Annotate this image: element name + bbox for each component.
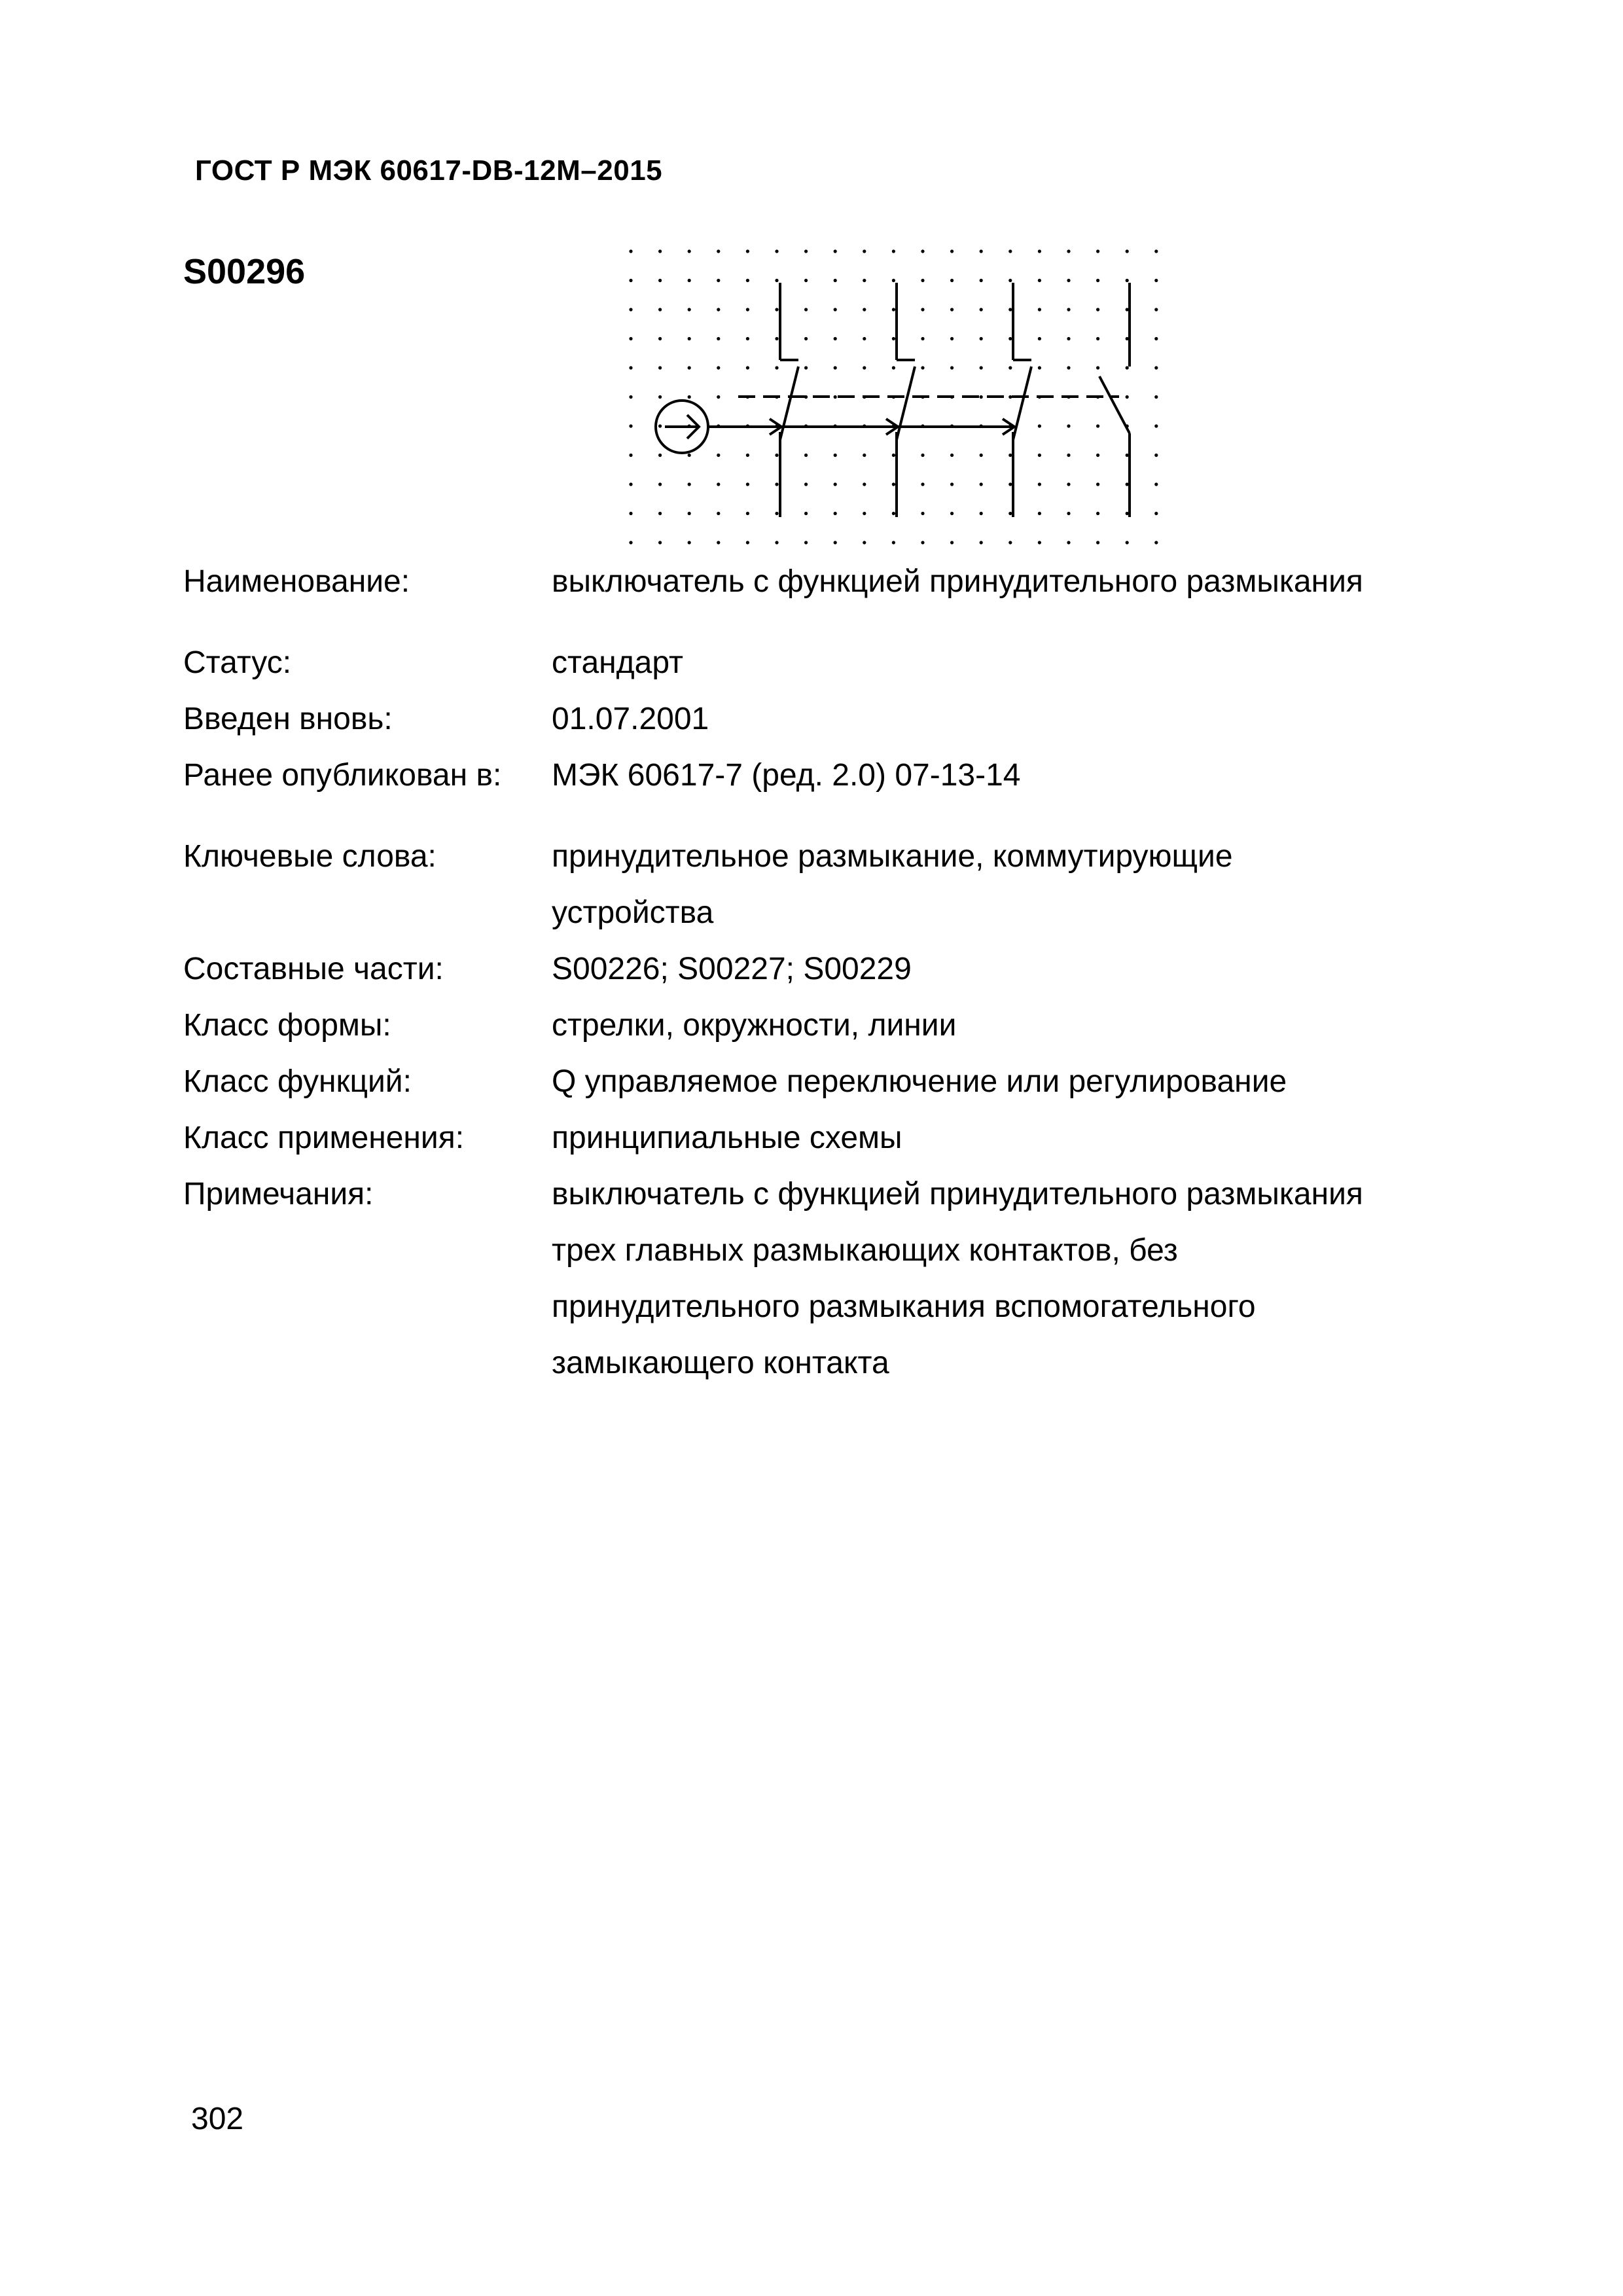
grid-dot: [863, 512, 866, 515]
grid-dot: [1154, 395, 1158, 399]
grid-dot: [629, 424, 632, 427]
field-value: стандарт: [552, 645, 683, 680]
grid-dot: [921, 337, 924, 340]
grid-dot: [717, 482, 720, 486]
grid-dot: [980, 279, 983, 282]
grid-dot: [1008, 366, 1012, 369]
grid-dot: [775, 512, 778, 515]
grid-dot: [892, 279, 895, 282]
grid-dot: [717, 279, 720, 282]
grid-dot: [1067, 482, 1070, 486]
grid-dot: [1154, 337, 1158, 340]
grid-dot: [804, 279, 808, 282]
grid-dot: [1008, 249, 1012, 253]
grid-dot: [1154, 541, 1158, 544]
grid-dot: [863, 454, 866, 457]
grid-dot: [1067, 424, 1070, 427]
grid-dot: [658, 249, 662, 253]
grid-dot: [1154, 249, 1158, 253]
grid-dot: [1096, 279, 1099, 282]
grid-dot: [980, 512, 983, 515]
grid-dot: [717, 454, 720, 457]
grid-dot: [892, 512, 895, 515]
grid-dot: [863, 482, 866, 486]
symbol-code: S00296: [183, 252, 306, 291]
grid-dot: [1067, 308, 1070, 311]
grid-dot: [717, 366, 720, 369]
grid-dot: [746, 454, 749, 457]
grid-dot: [1038, 512, 1041, 515]
grid-dot: [717, 541, 720, 544]
grid-dot: [804, 337, 808, 340]
field-value: выключатель с функцией принудительного размыкания: [552, 564, 1363, 599]
grid-dot: [1126, 249, 1129, 253]
field-value: трех главных размыкающих контактов, без: [552, 1233, 1178, 1268]
grid-dot: [688, 249, 691, 253]
grid-dot: [746, 308, 749, 311]
grid-dot: [834, 482, 837, 486]
grid-dot: [1154, 424, 1158, 427]
grid-dot: [921, 366, 924, 369]
grid-dot: [746, 337, 749, 340]
field-value: МЭК 60617-7 (ред. 2.0) 07-13-14: [552, 758, 1021, 793]
field-value: принципиальные схемы: [552, 1121, 902, 1155]
field-value: S00226; S00227; S00229: [552, 952, 912, 986]
grid-dot: [1038, 249, 1041, 253]
grid-dot: [804, 308, 808, 311]
grid-dot: [1096, 337, 1099, 340]
grid-dot: [688, 279, 691, 282]
grid-dot: [629, 541, 632, 544]
grid-dot: [834, 308, 837, 311]
grid-dot: [775, 337, 778, 340]
grid-dot: [1096, 541, 1099, 544]
grid-dot: [1008, 482, 1012, 486]
grid-dot: [1038, 337, 1041, 340]
grid-dot: [658, 395, 662, 399]
grid-dot: [629, 337, 632, 340]
field-value: устройства: [552, 895, 714, 930]
grid-dot: [746, 366, 749, 369]
grid-dot: [1038, 541, 1041, 544]
field-value: выключатель с функцией принудительного размыкания: [552, 1177, 1363, 1211]
grid-dot: [834, 454, 837, 457]
field-label: Класс применения:: [183, 1121, 465, 1155]
grid-dot: [629, 512, 632, 515]
grid-dot: [834, 512, 837, 515]
grid-dot: [980, 454, 983, 457]
grid-dot: [980, 366, 983, 369]
grid-dot: [658, 366, 662, 369]
field-value: стрелки, окружности, линии: [552, 1008, 957, 1043]
grid-dot: [804, 512, 808, 515]
grid-dot: [834, 541, 837, 544]
grid-dot: [1038, 454, 1041, 457]
grid-dot: [629, 454, 632, 457]
grid-dot: [892, 541, 895, 544]
grid-dot: [717, 512, 720, 515]
field-value: принудительное размыкание, коммутирующие: [552, 839, 1233, 874]
grid-dot: [775, 249, 778, 253]
grid-dot: [746, 512, 749, 515]
grid-dot: [834, 395, 837, 399]
grid-dot: [658, 424, 662, 427]
grid-dot: [658, 541, 662, 544]
grid-dot: [804, 454, 808, 457]
grid-dot: [834, 337, 837, 340]
grid-dot: [980, 308, 983, 311]
grid-dot: [980, 482, 983, 486]
grid-dot: [1096, 249, 1099, 253]
grid-dot: [1154, 482, 1158, 486]
grid-dot: [921, 482, 924, 486]
document-header: ГОСТ Р МЭК 60617-DB-12M–2015: [195, 154, 663, 187]
grid-dot: [1038, 366, 1041, 369]
grid-dot: [658, 512, 662, 515]
grid-dot: [1096, 454, 1099, 457]
grid-dot: [950, 366, 954, 369]
grid-dot: [658, 308, 662, 311]
grid-dot: [1008, 541, 1012, 544]
grid-dot: [1154, 279, 1158, 282]
field-value: 01.07.2001: [552, 702, 709, 736]
grid-dot: [921, 454, 924, 457]
grid-dot: [688, 337, 691, 340]
grid-dot: [1126, 395, 1129, 399]
grid-dot: [834, 249, 837, 253]
grid-dot: [863, 279, 866, 282]
grid-dot: [950, 512, 954, 515]
grid-dot: [950, 337, 954, 340]
grid-dot: [1096, 424, 1099, 427]
grid-dot: [921, 279, 924, 282]
grid-dot: [629, 395, 632, 399]
grid-dot: [688, 454, 691, 457]
grid-dot: [892, 249, 895, 253]
grid-dot: [775, 541, 778, 544]
grid-dot: [688, 512, 691, 515]
grid-dot: [863, 541, 866, 544]
grid-dot: [1126, 366, 1129, 369]
grid-dot: [1067, 337, 1070, 340]
grid-dot: [1067, 541, 1070, 544]
page-number: 302: [191, 2102, 244, 2136]
grid-dot: [1096, 366, 1099, 369]
grid-dot: [980, 541, 983, 544]
grid-dot: [746, 249, 749, 253]
grid-dot: [921, 512, 924, 515]
grid-dot: [834, 366, 837, 369]
grid-dot: [804, 366, 808, 369]
grid-dot: [775, 366, 778, 369]
field-value: принудительного размыкания вспомогательного: [552, 1289, 1256, 1324]
grid-dot: [1126, 541, 1129, 544]
grid-dot: [1008, 337, 1012, 340]
grid-dot: [1067, 454, 1070, 457]
grid-dot: [921, 308, 924, 311]
field-label: Составные части:: [183, 952, 444, 986]
grid-dot: [1008, 308, 1012, 311]
grid-dot: [1126, 279, 1129, 282]
grid-dot: [921, 541, 924, 544]
grid-dot: [950, 249, 954, 253]
grid-dot: [658, 337, 662, 340]
grid-dot: [804, 482, 808, 486]
grid-dot: [950, 308, 954, 311]
grid-dot: [688, 366, 691, 369]
grid-dot: [950, 454, 954, 457]
grid-dot: [688, 541, 691, 544]
grid-dot: [950, 541, 954, 544]
grid-dot: [1008, 454, 1012, 457]
grid-dot: [775, 279, 778, 282]
grid-dot: [688, 482, 691, 486]
field-label: Класс формы:: [183, 1008, 391, 1043]
grid-dot: [863, 366, 866, 369]
grid-dot: [1154, 512, 1158, 515]
grid-dot: [863, 337, 866, 340]
forced-opening-switch-symbol: [622, 242, 1165, 550]
field-label: Наименование:: [183, 564, 410, 599]
grid-dot: [688, 308, 691, 311]
grid-dot: [863, 308, 866, 311]
grid-dot: [717, 249, 720, 253]
grid-dot: [804, 249, 808, 253]
grid-dot: [1008, 512, 1012, 515]
grid-dot: [950, 279, 954, 282]
field-label: Статус:: [183, 645, 292, 680]
grid-dot: [775, 454, 778, 457]
grid-dot: [688, 395, 691, 399]
grid-dot: [1067, 279, 1070, 282]
field-value: замыкающего контакта: [552, 1346, 889, 1380]
grid-dot: [746, 279, 749, 282]
grid-dot: [892, 308, 895, 311]
grid-dot: [1067, 366, 1070, 369]
grid-dot: [1008, 395, 1012, 399]
grid-dot: [1154, 308, 1158, 311]
grid-dot: [658, 482, 662, 486]
grid-dot: [658, 454, 662, 457]
field-value: Q управляемое переключение или регулирование: [552, 1064, 1287, 1099]
grid-dot: [892, 337, 895, 340]
grid-dot: [717, 337, 720, 340]
grid-dot: [746, 482, 749, 486]
field-label: Ключевые слова:: [183, 839, 437, 874]
grid-dot: [746, 541, 749, 544]
grid-dot: [921, 249, 924, 253]
grid-dot: [1154, 366, 1158, 369]
grid-dot: [950, 482, 954, 486]
field-label: Введен вновь:: [183, 702, 393, 736]
grid-dot: [892, 454, 895, 457]
field-label: Примечания:: [183, 1177, 374, 1211]
grid-dot: [1038, 279, 1041, 282]
grid-dot: [1096, 308, 1099, 311]
grid-dot: [1008, 279, 1012, 282]
grid-dot: [863, 249, 866, 253]
grid-dot: [892, 482, 895, 486]
field-label: Класс функций:: [183, 1064, 412, 1099]
grid-dot: [1038, 308, 1041, 311]
grid-dot: [629, 482, 632, 486]
grid-dot: [1067, 249, 1070, 253]
grid-dot: [892, 366, 895, 369]
grid-dot: [775, 482, 778, 486]
grid-dot: [1096, 512, 1099, 515]
grid-dot: [804, 541, 808, 544]
grid-dot: [834, 279, 837, 282]
grid-dot: [980, 337, 983, 340]
grid-dot: [629, 279, 632, 282]
grid-dot: [980, 395, 983, 399]
grid-dot: [1067, 512, 1070, 515]
grid-dot: [1038, 482, 1041, 486]
grid-dot: [1154, 454, 1158, 457]
grid-dot: [717, 308, 720, 311]
field-label: Ранее опубликован в:: [183, 758, 502, 793]
grid-dot: [1096, 482, 1099, 486]
grid-dot: [980, 249, 983, 253]
grid-dot: [717, 395, 720, 399]
grid-dot: [629, 366, 632, 369]
grid-dot: [1038, 424, 1041, 427]
grid-dot: [775, 308, 778, 311]
grid-dot: [629, 249, 632, 253]
grid-dot: [629, 308, 632, 311]
grid-dot: [658, 279, 662, 282]
